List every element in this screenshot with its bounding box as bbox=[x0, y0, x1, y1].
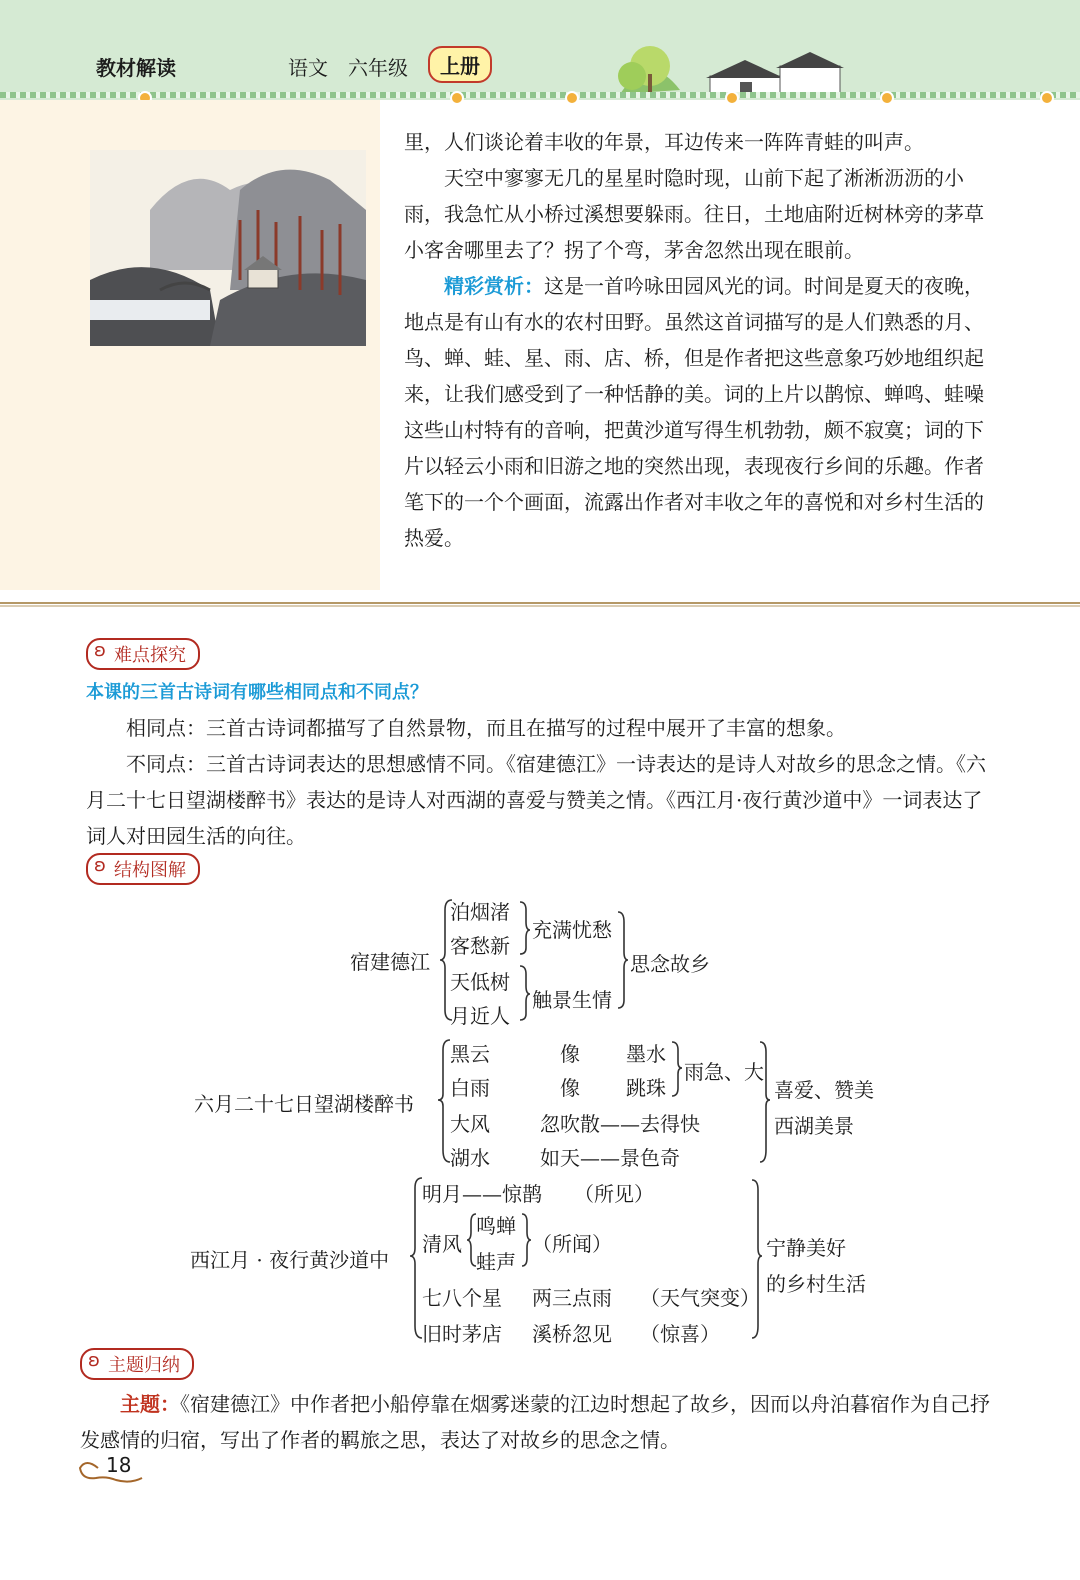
poem2-theme: 喜爱、赞美 bbox=[774, 1078, 874, 1102]
poem3-item: 鸣蝉 bbox=[476, 1214, 516, 1238]
poem2-item: 像 bbox=[560, 1042, 580, 1066]
theme-label: 主题： bbox=[120, 1392, 180, 1416]
page-number: 18 bbox=[106, 1453, 132, 1477]
structure-tag: ʚ 结构图解 bbox=[86, 853, 200, 885]
poem2-item: 白雨 bbox=[450, 1076, 490, 1100]
poem2-item: 大风 bbox=[450, 1112, 490, 1136]
poem1-image: 泊烟渚 bbox=[450, 900, 510, 924]
poem3-item: 两三点雨 bbox=[532, 1286, 612, 1310]
theme-paragraph bbox=[80, 1386, 1000, 1458]
book-title: 教材解读 bbox=[96, 56, 176, 80]
subject-label: 语文 bbox=[288, 56, 328, 80]
volume-badge: 上册 bbox=[428, 46, 492, 83]
poem3-item: 清风 bbox=[422, 1232, 462, 1256]
translation-line: 里，人们谈论着丰收的年景，耳边传来一阵阵青蛙的叫声。 bbox=[404, 130, 924, 154]
appreciation-label: 精彩赏析： bbox=[444, 274, 544, 298]
poem2-title: 六月二十七日望湖楼醉书 bbox=[194, 1092, 414, 1116]
difficulty-tag: ʚ 难点探究 bbox=[86, 638, 200, 670]
poem1-title: 宿建德江 bbox=[350, 950, 430, 974]
poem2-item: 湖水 bbox=[450, 1146, 490, 1170]
poem1-theme: 思念故乡 bbox=[630, 952, 710, 976]
poem1-image: 天低树 bbox=[450, 970, 510, 994]
theme-tag: ʚ 主题归纳 bbox=[80, 1348, 194, 1380]
poem3-item: 旧时茅店 bbox=[422, 1322, 502, 1346]
poem3-theme: 宁静美好 bbox=[766, 1236, 846, 1260]
diff-label: 不同点： bbox=[126, 752, 206, 776]
poem2-item: 跳珠 bbox=[626, 1076, 666, 1100]
poem3-note: （惊喜） bbox=[640, 1322, 720, 1346]
poem3-note: （所闻） bbox=[532, 1232, 612, 1256]
poem1-feeling: 触景生情 bbox=[532, 988, 612, 1012]
poem2-item: 墨水 bbox=[626, 1042, 666, 1066]
poem2-item: 像 bbox=[560, 1076, 580, 1100]
poem1-image: 客愁新 bbox=[450, 934, 510, 958]
poem3-item: 明月——惊鹊 bbox=[422, 1182, 542, 1206]
poem2-theme: 西湖美景 bbox=[774, 1114, 854, 1138]
translation-paragraph: 天空中寥寥无几的星星时隐时现，山前下起了淅淅沥沥的小雨，我急忙从小桥过溪想要躲雨。往日，土地庙附近树林旁的茅草小客舍哪里去了？拐了个弯，茅舍忽然出现在眼前。 bbox=[404, 166, 984, 262]
poem2-note: 雨急、大 bbox=[684, 1060, 764, 1084]
poem3-note: （天气突变） bbox=[640, 1286, 760, 1310]
same-label: 相同点： bbox=[126, 716, 206, 740]
poem3-note: （所见） bbox=[574, 1182, 654, 1206]
poem3-item: 七八个星 bbox=[422, 1286, 502, 1310]
poem3-theme: 的乡村生活 bbox=[766, 1272, 866, 1296]
theme-text: 《宿建德江》中作者把小船停靠在烟雾迷蒙的江边时想起了故乡，因而以舟泊暮宿作为自己抒发感情的归宿，写出了作者的羁旅之思，表达了对故乡的思念之情。 bbox=[80, 1392, 990, 1452]
diff-text: 三首古诗词表达的思想感情不同。《宿建德江》一诗表达的是诗人对故乡的思念之情。《六月二十七日望湖楼醉书》表达的是诗人对西湖的喜爱与赞美之情。《西江月·夜行黄沙道中》一词表达了词人对田园生活的向往。 bbox=[86, 752, 986, 848]
poem3-title: 西江月 · 夜行黄沙道中 bbox=[190, 1248, 390, 1272]
poem3-item: 溪桥忽见 bbox=[532, 1322, 612, 1346]
poem3-item: 蛙声 bbox=[476, 1250, 516, 1274]
poem1-feeling: 充满忧愁 bbox=[532, 918, 612, 942]
poem2-item: 忽吹散——去得快 bbox=[540, 1112, 700, 1136]
grade-label: 六年级 bbox=[348, 56, 408, 80]
difficulty-question: 本课的三首古诗词有哪些相同点和不同点？ bbox=[86, 682, 428, 703]
same-text: 三首古诗词都描写了自然景物，而且在描写的过程中展开了丰富的想象。 bbox=[206, 716, 846, 740]
poem2-item: 黑云 bbox=[450, 1042, 490, 1066]
appreciation-text: 这是一首吟咏田园风光的词。时间是夏天的夜晚，地点是有山有水的农村田野。虽然这首词描写的是人们熟悉的月、鸟、蝉、蛙、星、雨、店、桥，但是作者把这些意象巧妙地组织起来，让我们感受到了一种恬静的美。词的上片以鹊惊、蝉鸣、蛙噪这些山村特有的音响，把黄沙道写得生机勃勃，颇不寂寞；词的下片以轻云小雨和旧游之地的突然出现，表现夜行乡间的乐趣。作者笔下的一个个画面，流露出作者对丰收之年的喜悦和对乡村生活的热爱。 bbox=[404, 274, 984, 550]
poem2-item: 如天——景色奇 bbox=[540, 1146, 680, 1170]
poem1-image: 月近人 bbox=[450, 1004, 510, 1028]
